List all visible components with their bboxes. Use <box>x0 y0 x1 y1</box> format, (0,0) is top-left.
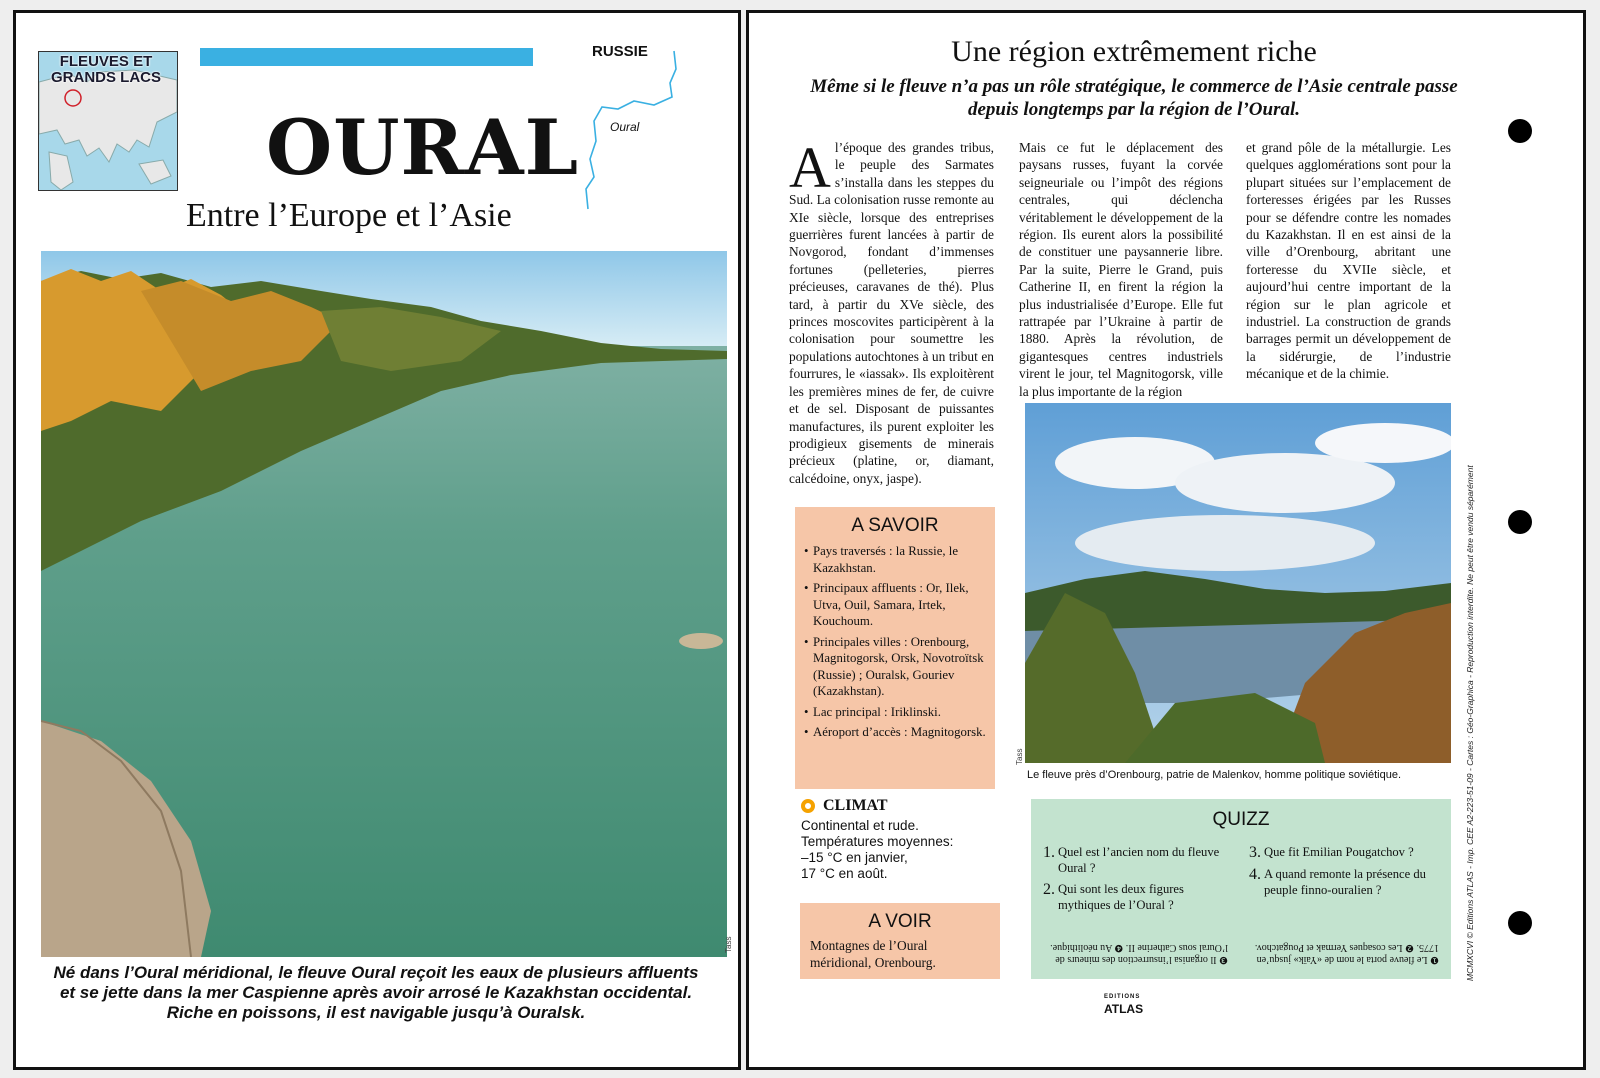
photo-caption: Le fleuve près d’Orenbourg, patrie de Malenkov, homme politique soviétique. <box>1027 769 1402 781</box>
climat-line: Températures moyennes: <box>801 834 954 849</box>
publisher-logo <box>1104 991 1143 1015</box>
river-orenbourg-image <box>1025 403 1451 763</box>
photo-credit: Tass <box>1015 748 1024 765</box>
page-title: OURAL <box>266 103 580 192</box>
photo-caption: Né dans l’Oural méridional, le fleuve Oural reçoit les eaux de plusieurs affluents et se jette dans la mer Caspienne après avoir arrosé le Kazakhstan occidental. Riche en poissons, il est navigable jusqu’à Ouralsk. <box>53 963 699 1022</box>
binder-hole <box>1508 911 1532 935</box>
quizz-column <box>1043 845 1233 919</box>
question-text: A quand remonte la présence du peuple finno-ouralien ? <box>1264 867 1426 897</box>
savoir-list <box>803 543 987 741</box>
locator-label: Oural <box>610 120 640 134</box>
quizz-question <box>1043 882 1233 913</box>
quizz-questions <box>1043 845 1439 919</box>
binder-hole <box>1508 510 1532 534</box>
question-number: 4. <box>1249 866 1261 883</box>
drop-cap: A <box>789 135 831 200</box>
question-number: 2. <box>1043 881 1055 898</box>
text-column-1 <box>789 135 994 487</box>
quizz-title: QUIZZ <box>1212 809 1270 830</box>
country-label: RUSSIE <box>592 43 648 60</box>
header-bar <box>200 48 533 66</box>
quizz-question <box>1043 845 1233 876</box>
logo-main-text: ATLAS <box>1104 1002 1144 1016</box>
quizz-question <box>1249 867 1439 898</box>
savoir-title: A SAVOIR <box>851 515 939 536</box>
climat-section <box>801 798 991 882</box>
climat-line: 17 °C en août. <box>801 866 888 881</box>
list-item: • Principales villes : Orenbourg, Magnitogorsk, Orsk, Novotroïtsk (Russie) ; Ouralsk, Gouriev (Kazakhstan). <box>813 634 987 700</box>
question-number: 3. <box>1249 844 1261 861</box>
copyright-side-text: MCMXCVI © Editions ATLAS - Imp. CEE A2-223-51-09 - Cartes : Géo-Graphica - Reproduction interdite. Ne peut être vendu séparément <box>1465 465 1475 981</box>
world-map-thumbnail <box>38 51 178 191</box>
river-landscape-image <box>41 251 727 957</box>
list-item: • Aéroport d’accès : Magnitogorsk. <box>813 724 987 741</box>
text-column-3: et grand pôle de la métallurgie. Les quelques agglomérations sont pour la plupart situées sur l’emplacement de forteresses érigées par les Russes pour se défendre contre les nomades du Kazakhstan. Il en est ainsi de la ville d’Orenbourg, abritant une forteresse du XVIIe siècle, et aujourd’hui centre important de la région sur le plan agricole et industriel. La construction de grands barrages permit un développement de la sidérurgie, de l’industrie mécanique et de la chimie. <box>1246 140 1451 382</box>
quizz-answers-left: ❶ Le fleuve porta le nom de «Yaïk» jusqu’en 1775. ❷ Les cosaques Yermak et Pougatchov. <box>1254 942 1439 965</box>
voir-box <box>800 903 1000 979</box>
quizz-question <box>1249 845 1439 861</box>
climat-title: CLIMAT <box>823 797 888 814</box>
left-page <box>13 10 741 1070</box>
question-text: Que fit Emilian Pougatchov ? <box>1264 845 1414 859</box>
voir-title: A VOIR <box>868 911 932 932</box>
category-label: FLEUVES ET GRANDS LACS <box>50 53 161 86</box>
list-item: • Lac principal : Iriklinski. <box>813 704 987 721</box>
sun-icon <box>801 799 815 813</box>
column-1-text: l’époque des grandes tribus, le peuple des Sarmates s’installa dans les steppes du Sud. La colonisation russe remonte au XIe siècle, lorsque des entreprises guerrières furent lancées à partir de Novgorod, fondant d’immenses fortunes (pelleteries, pierres précieuses, caravanes de thé). Plus tard, à partir du XVe siècle, des princes moscovites participèrent à la colonisation pour soumettre les populations autochtones à un tribut en fourrures, le «iassak». Ils exploitèrent les premières mines de fer, de cuivre et de sel. Disposant de puissantes manufactures, ils purent exploiter les prodigieux gisements de minerais précieux (platine, or, diamant, calcédoine, onyx, jaspe). <box>789 140 994 486</box>
photo-credit: Tass <box>724 936 733 953</box>
logo-small-text: EDITIONS <box>1104 994 1141 1000</box>
river-photo <box>41 251 727 957</box>
quizz-answers-upside-down <box>1043 941 1439 965</box>
page-subtitle: Entre l’Europe et l’Asie <box>186 197 512 234</box>
quizz-column <box>1249 845 1439 919</box>
climat-header <box>801 798 991 814</box>
article-intro: Même si le fleuve n’a pas un rôle stratégique, le commerce de l’Asie centrale passe depuis longtemps par la région de l’Oural. <box>810 76 1458 120</box>
climat-line: –15 °C en janvier, <box>801 850 908 865</box>
quizz-box <box>1031 799 1451 979</box>
climat-line: Continental et rude. <box>801 818 919 833</box>
article-title: Une région extrêmement riche <box>951 35 1317 68</box>
right-page <box>746 10 1586 1070</box>
text-column-2: Mais ce fut le déplacement des paysans russes, fuyant la corvée seigneuriale ou l’impôt des régions centrales, qui déclencha véritablement le développement de la région. Ils eurent alors la possibilité de constituer une paysannerie libre. Par la suite, Pierre le Grand, puis Catherine II, en firent la région la plus industrialisée d’Europe. Elle fut rattrapée par l’Ukraine à partir de 1880. Après la révolution, de gigantesques centres industriels virent le jour, tel Magnitogorsk, ville la plus importante de la région <box>1019 140 1223 399</box>
question-text: Qui sont les deux figures mythiques de l’Oural ? <box>1058 882 1184 912</box>
list-item: • Pays traversés : la Russie, le Kazakhstan. <box>813 543 987 576</box>
quizz-answers-right: ❸ Il organisa l’insurrection des mineurs de l’Oural sous Catherine II. ❹ Au néolithique. <box>1050 942 1228 965</box>
savoir-box <box>795 507 995 789</box>
list-item: • Principaux affluents : Or, Ilek, Utva, Ouil, Samara, Irtek, Kouchoum. <box>813 580 987 630</box>
river-locator-map <box>574 49 704 239</box>
question-number: 1. <box>1043 844 1055 861</box>
voir-text: Montagnes de l’Oural méridional, Orenbourg. <box>810 938 936 970</box>
orenbourg-photo <box>1025 403 1451 763</box>
question-text: Quel est l’ancien nom du fleuve Oural ? <box>1058 845 1220 875</box>
binder-hole <box>1508 119 1532 143</box>
